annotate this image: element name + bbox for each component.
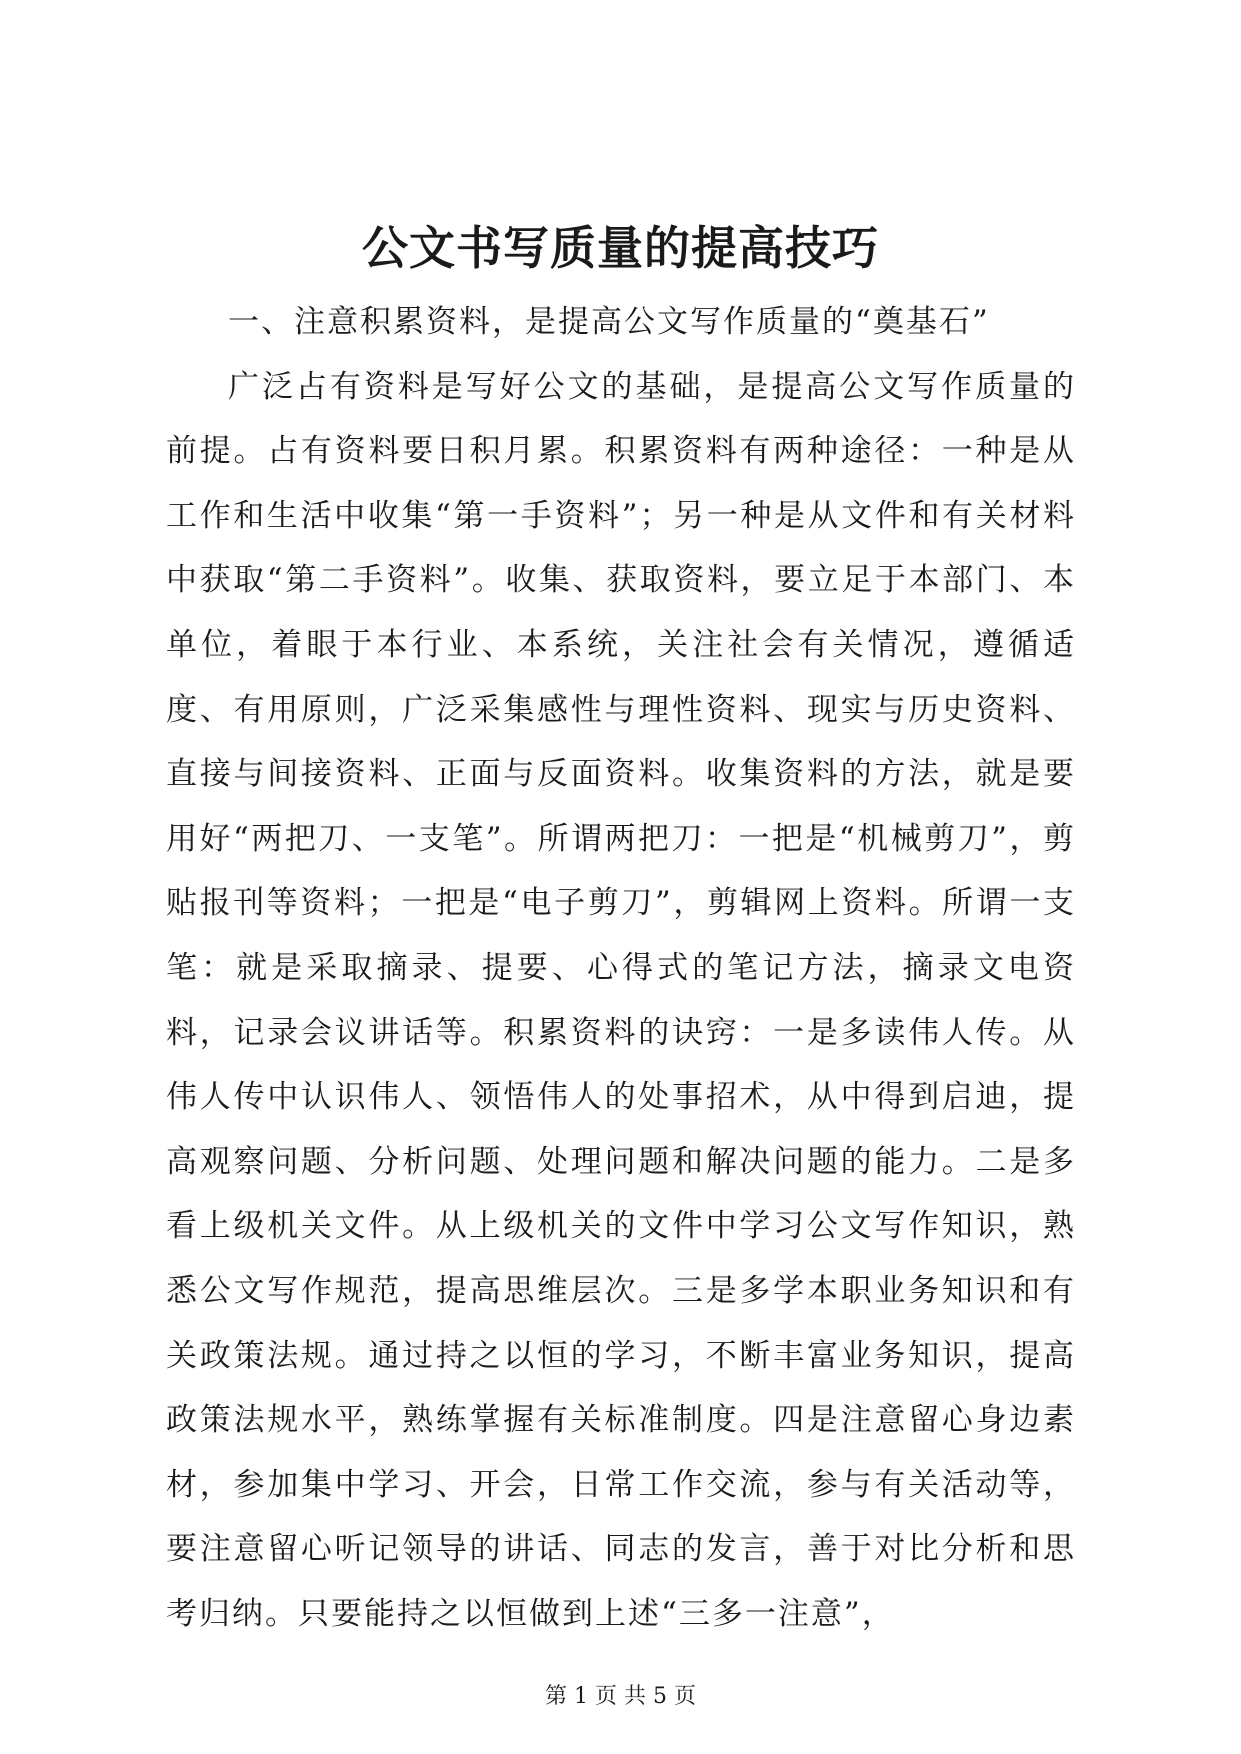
document-body (166, 290, 1076, 1646)
body-paragraph: 广泛占有资料是写好公文的基础，是提高公文写作质量的前提。占有资料要日积月累。积累资料有两种途径：一种是从工作和生活中收集“第一手资料”；另一种是从文件和有关材料中获取“第二手资料”。收集、获取资料，要立足于本部门、本单位，着眼于本行业、本系统，关注社会有关情况，遵循适度、有用原则，广泛采集感性与理性资料、现实与历史资料、直接与间接资料、正面与反面资料。收集资料的方法，就是要用好“两把刀、一支笔”。所谓两把刀：一把是“机械剪刀”，剪贴报刊等资料；一把是“电子剪刀”，剪辑网上资料。所谓一支笔：就是采取摘录、提要、心得式的笔记方法，摘录文电资料，记录会议讲话等。积累资料的诀窍：一是多读伟人传。从伟人传中认识伟人、领悟伟人的处事招术，从中得到启迪，提高观察问题、分析问题、处理问题和解决问题的能力。二是多看上级机关文件。从上级机关的文件中学习公文写作知识，熟悉公文写作规范，提高思维层次。三是多学本职业务知识和有关政策法规。通过持之以恒的学习，不断丰富业务知识，提高政策法规水平，熟练掌握有关标准制度。四是注意留心身边素材，参加集中学习、开会，日常工作交流，参与有关活动等，要注意留心听记领导的讲话、同志的发言，善于对比分析和思考归纳。只要能持之以恒做到上述“三多一注意”， (166, 368, 1076, 1632)
page-number-label: 第 1 页 共 5 页 (545, 1684, 696, 1709)
page-footer (0, 1682, 1241, 1712)
section-heading: 一、注意积累资料，是提高公文写作质量的“奠基石” (228, 304, 990, 340)
document-title: 公文书写质量的提高技巧 (362, 221, 879, 275)
